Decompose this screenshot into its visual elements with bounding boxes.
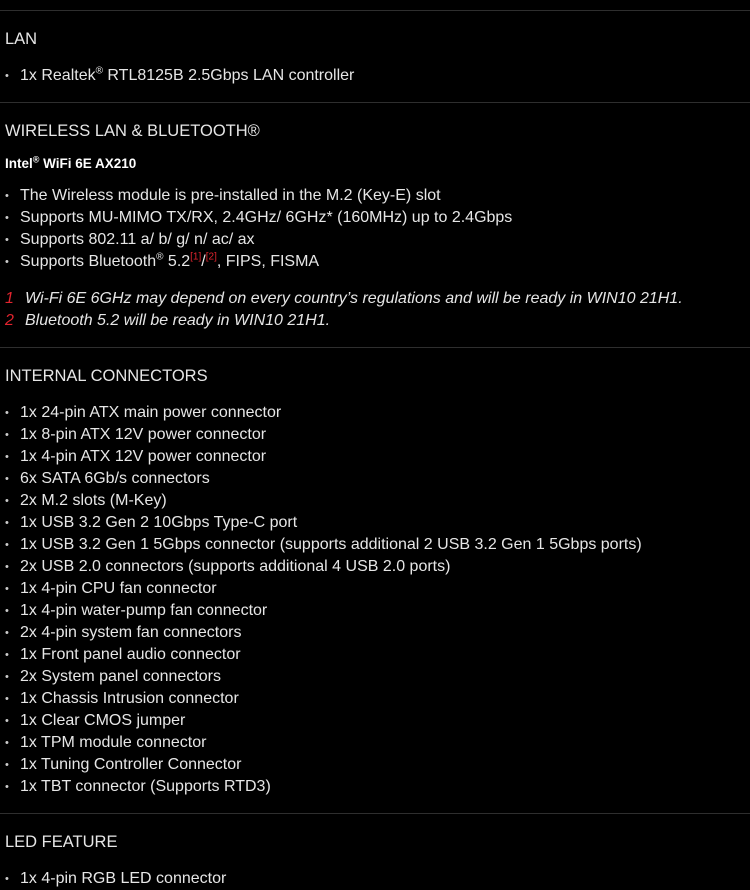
wireless-module-name xyxy=(5,154,745,174)
internal-connectors-list xyxy=(5,402,745,798)
footnote-text: Bluetooth 5.2 will be ready in WIN10 21H1. xyxy=(25,312,331,329)
list-item: • 1x 8-pin ATX 12V power connector xyxy=(5,424,745,446)
led-feature-title: LED FEATURE xyxy=(5,833,118,851)
footnotes xyxy=(5,288,745,332)
footnote-number: 2 xyxy=(5,312,14,329)
list-item xyxy=(5,65,745,87)
list-item: • 1x Tuning Controller Connector xyxy=(5,754,745,776)
lan-title: LAN xyxy=(5,30,38,48)
wireless-list xyxy=(5,185,745,273)
internal-connectors-title: INTERNAL CONNECTORS xyxy=(5,367,208,385)
footnote xyxy=(5,310,745,332)
list-item: • 1x 4-pin ATX 12V power connector xyxy=(5,446,745,468)
subtitle-text: WiFi 6E AX210 xyxy=(39,156,137,171)
footnote-number: 1 xyxy=(5,290,14,307)
list-item: • 1x 4-pin RGB LED connector xyxy=(5,868,745,890)
led-feature-list xyxy=(5,868,745,890)
list-item: • 1x TBT connector (Supports RTD3) xyxy=(5,776,745,798)
subtitle-text: Intel xyxy=(5,156,33,171)
led-feature-section xyxy=(0,813,750,890)
wireless-section xyxy=(0,102,750,347)
footnote-ref-1[interactable]: [1] xyxy=(190,251,202,263)
internal-connectors-section xyxy=(0,347,750,813)
list-item: • Supports MU-MIMO TX/RX, 2.4GHz/ 6GHz* (160MHz) up to 2.4Gbps xyxy=(5,207,745,229)
lan-list xyxy=(5,65,745,87)
list-item: • 1x Front panel audio connector xyxy=(5,644,745,666)
item-text: Supports Bluetooth xyxy=(20,253,157,270)
list-item: • 6x SATA 6Gb/s connectors xyxy=(5,468,745,490)
registered-mark: ® xyxy=(156,251,164,263)
lan-section xyxy=(0,10,750,102)
footnote-ref-2[interactable]: [2] xyxy=(205,251,217,263)
item-text: 5.2 xyxy=(163,253,191,270)
footnote-text: Wi-Fi 6E 6GHz may depend on every country’s regulations and will be ready in WIN10 21H1. xyxy=(25,290,683,307)
footnote xyxy=(5,288,745,310)
list-item: • The Wireless module is pre-installed in the M.2 (Key-E) slot xyxy=(5,185,745,207)
registered-mark: ® xyxy=(32,154,40,165)
list-item: • 2x M.2 slots (M-Key) xyxy=(5,490,745,512)
list-item: • 1x USB 3.2 Gen 1 5Gbps connector (supports additional 2 USB 3.2 Gen 1 5Gbps ports) xyxy=(5,534,745,556)
list-item: • 1x TPM module connector xyxy=(5,732,745,754)
list-item: • 1x 24-pin ATX main power connector xyxy=(5,402,745,424)
list-item: • 1x 4-pin water-pump fan connector xyxy=(5,600,745,622)
list-item: • 1x 4-pin CPU fan connector xyxy=(5,578,745,600)
list-item: • 1x Clear CMOS jumper xyxy=(5,710,745,732)
list-item xyxy=(5,251,745,273)
registered-mark: ® xyxy=(95,65,103,77)
list-item: • Supports 802.11 a/ b/ g/ n/ ac/ ax xyxy=(5,229,745,251)
item-text: / xyxy=(201,253,206,270)
item-text: , FIPS, FISMA xyxy=(216,253,320,270)
list-item: • 1x Chassis Intrusion connector xyxy=(5,688,745,710)
list-item: • 2x 4-pin system fan connectors xyxy=(5,622,745,644)
item-text: RTL8125B 2.5Gbps LAN controller xyxy=(102,67,355,84)
list-item: • 2x System panel connectors xyxy=(5,666,745,688)
list-item: • 2x USB 2.0 connectors (supports additional 4 USB 2.0 ports) xyxy=(5,556,745,578)
wireless-title: WIRELESS LAN & BLUETOOTH® xyxy=(5,122,260,140)
item-text: 1x Realtek xyxy=(20,67,96,84)
list-item: • 1x USB 3.2 Gen 2 10Gbps Type-C port xyxy=(5,512,745,534)
